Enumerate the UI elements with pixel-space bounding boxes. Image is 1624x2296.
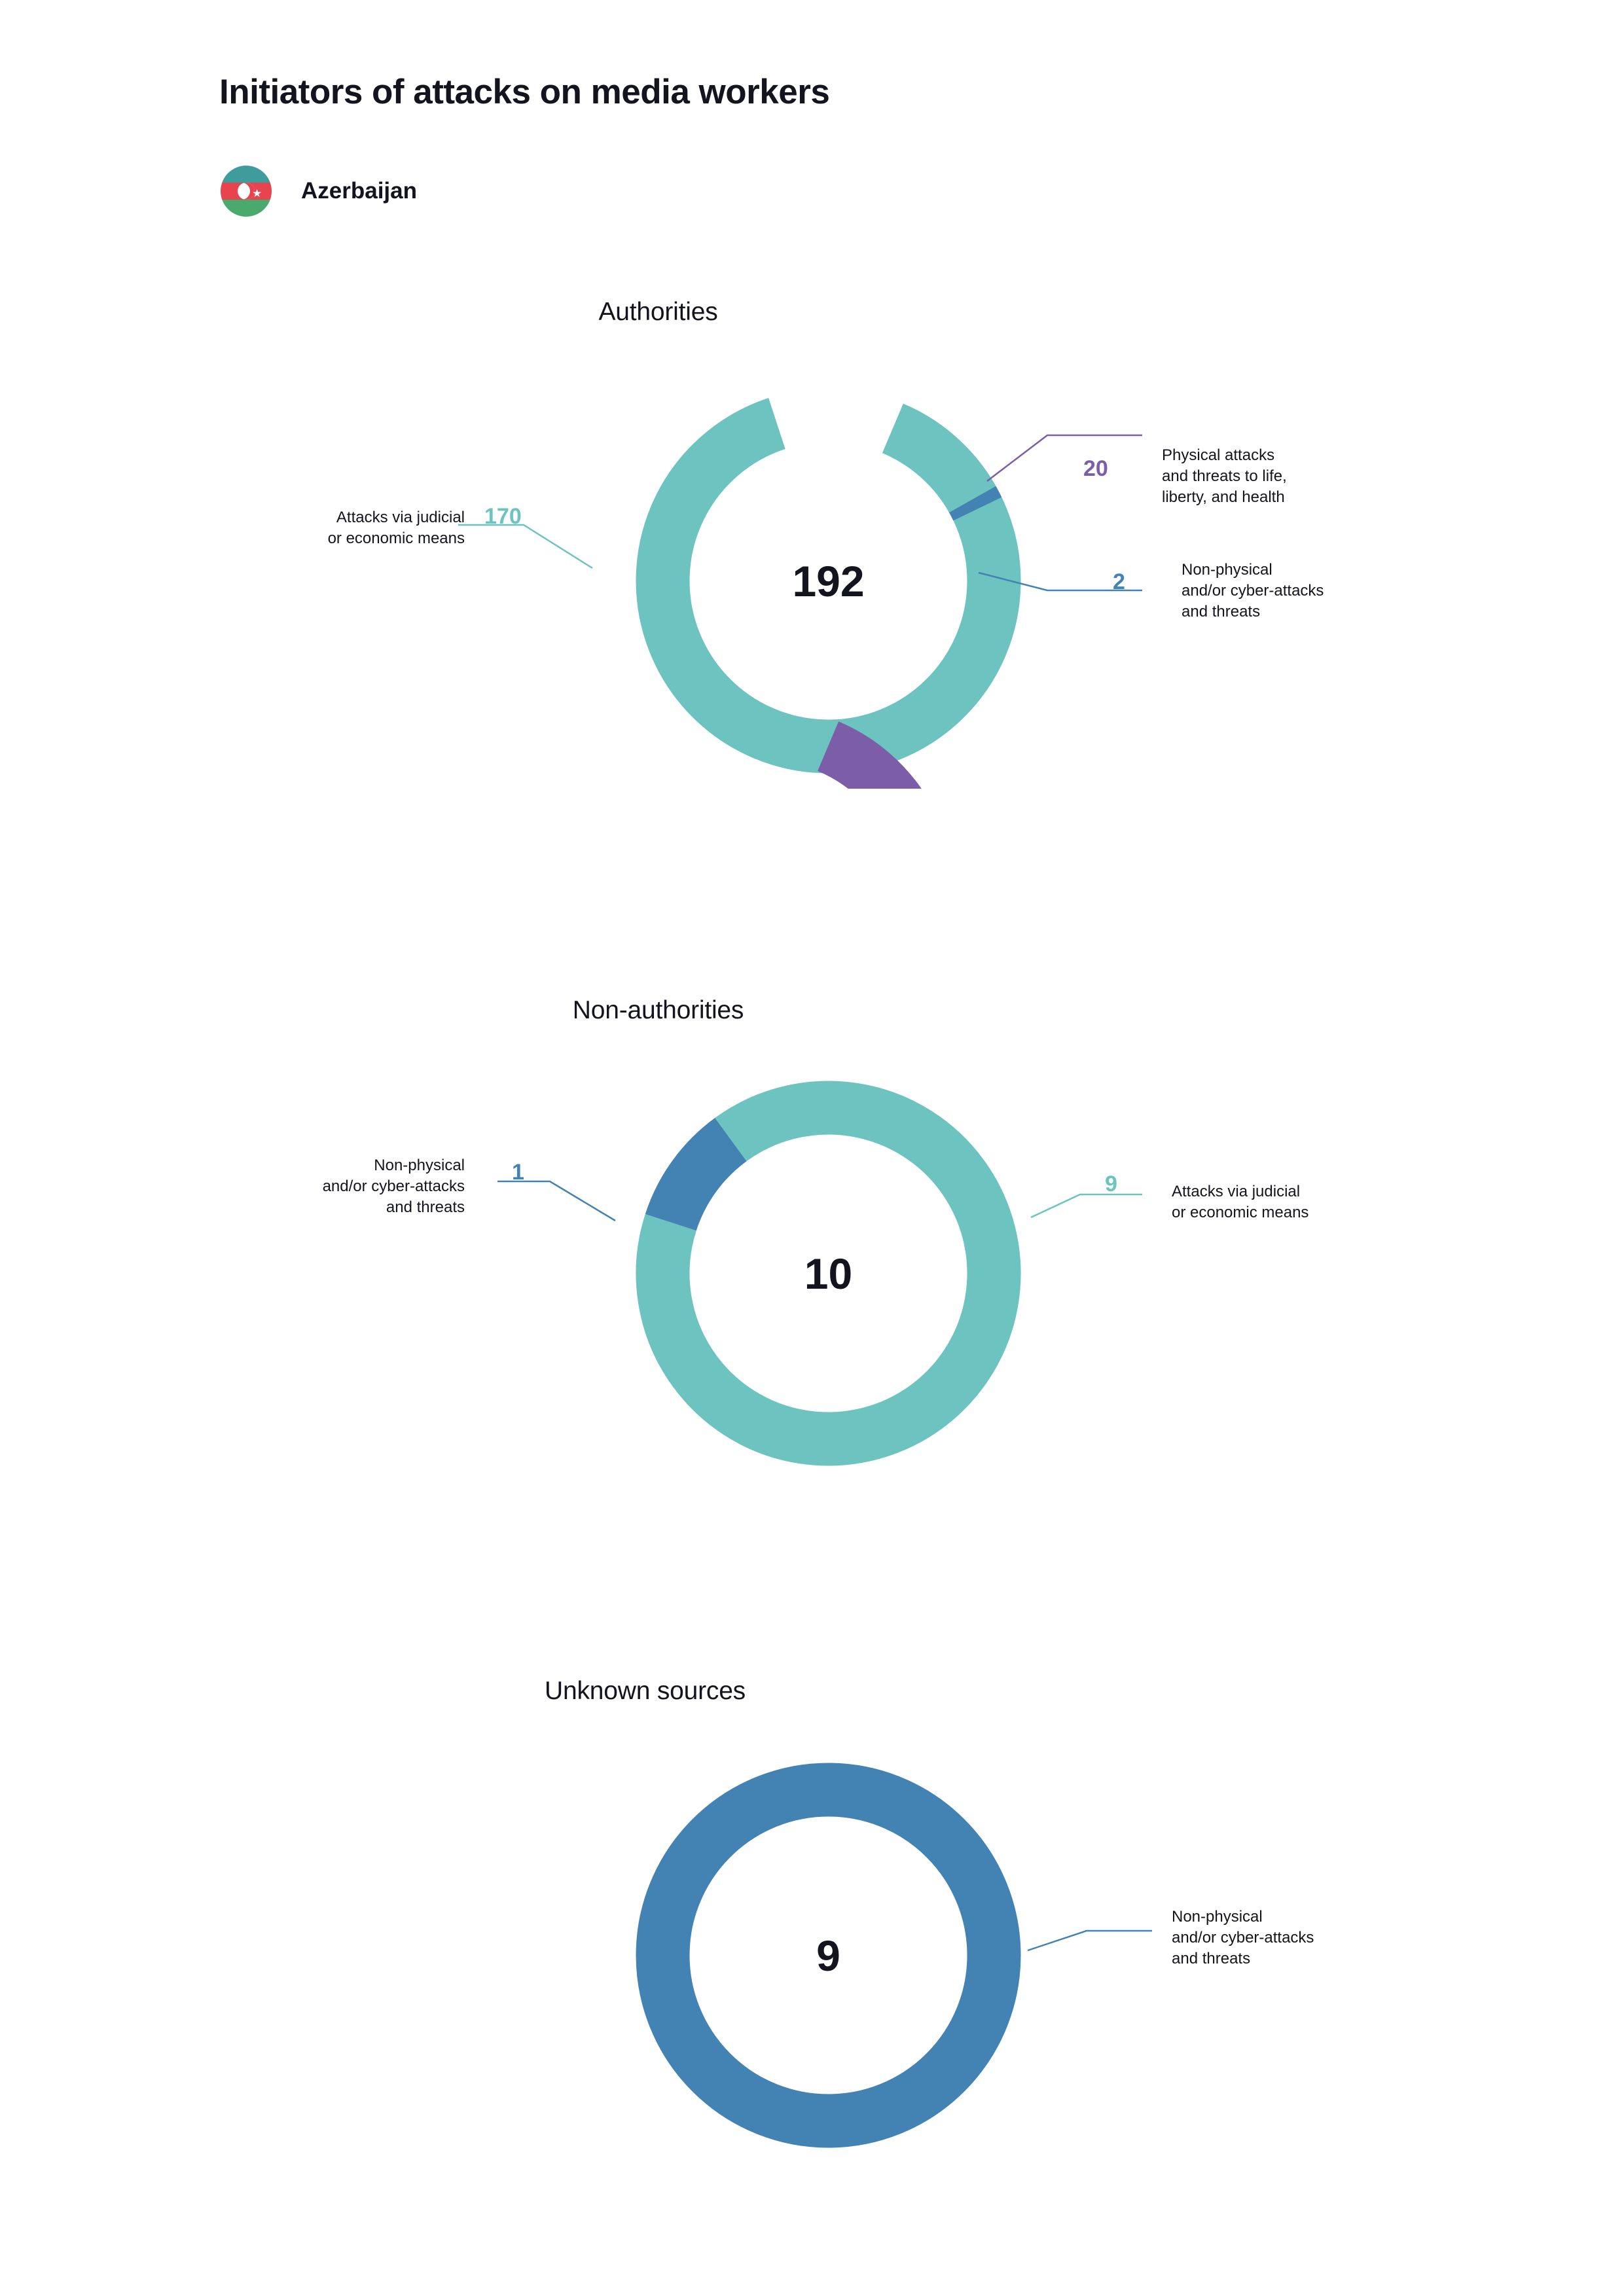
- callout-label-cyber: [170, 1155, 465, 1218]
- callout-label-judicial-line2: or economic means: [327, 529, 465, 548]
- country-name: Azerbaijan: [301, 178, 417, 204]
- callout-label-cyber-line1: Non-physical: [1172, 1908, 1263, 1926]
- leader-lines-unknown: [0, 1636, 1624, 2094]
- donut-total-unknown: 9: [816, 1931, 840, 1980]
- leader-line-cyber: [1028, 1931, 1152, 1950]
- leader-line-judicial: [458, 525, 592, 568]
- leader-line-cyber: [497, 1181, 615, 1221]
- callout-label-cyber-line3: and threats: [1182, 603, 1261, 621]
- callout-label-physical-line2: and threats to life,: [1162, 467, 1287, 486]
- callout-label-cyber-line3: and threats: [1172, 1950, 1251, 1968]
- leader-line-judicial: [1031, 1194, 1142, 1217]
- callout-label-physical-line3: liberty, and health: [1162, 488, 1285, 507]
- callout-value-judicial: 9: [1105, 1172, 1117, 1196]
- callout-label-judicial-line2: or economic means: [1172, 1204, 1309, 1222]
- callout-label-cyber: [1182, 560, 1476, 622]
- page-title: Initiators of attacks on media workers: [219, 73, 830, 111]
- callout-value-cyber: 2: [1113, 569, 1125, 594]
- star-icon: ★: [252, 187, 262, 200]
- azerbaijan-flag-icon: [221, 166, 272, 217]
- country-row: [221, 166, 417, 217]
- callout-label-cyber-line3: and threats: [386, 1198, 465, 1217]
- callout-label-cyber-line1: Non-physical: [374, 1157, 465, 1174]
- callout-label-cyber: [1172, 1907, 1466, 1969]
- chart-title-non-authorities: Non-authorities: [572, 996, 744, 1024]
- flag-band-bottom: [221, 200, 272, 217]
- callout-label-cyber-line2: and/or cyber-attacks: [322, 1177, 465, 1196]
- donut-total-non-authorities: 10: [804, 1249, 853, 1298]
- callout-label-judicial-line1: Attacks via judicial: [1172, 1183, 1301, 1200]
- chart-title-authorities: Authorities: [598, 298, 718, 326]
- donut-total-authorities: 192: [792, 556, 865, 605]
- callout-label-physical-line1: Physical attacks: [1162, 446, 1275, 464]
- callout-value-cyber: 1: [512, 1160, 524, 1185]
- callout-label-cyber-line2: and/or cyber-attacks: [1172, 1929, 1314, 1947]
- callout-label-judicial: [170, 507, 465, 549]
- callout-label-judicial: [1172, 1181, 1466, 1223]
- flag-band-top: [221, 166, 272, 183]
- leader-line-physical: [987, 435, 1142, 481]
- callout-label-judicial-line1: Attacks via judicial: [336, 509, 465, 526]
- callout-value-judicial: 170: [484, 504, 522, 529]
- callout-value-physical: 20: [1083, 456, 1108, 481]
- callout-label-physical: [1162, 445, 1456, 508]
- callout-label-cyber-line1: Non-physical: [1182, 561, 1272, 579]
- chart-title-unknown: Unknown sources: [545, 1677, 746, 1705]
- callout-label-cyber-line2: and/or cyber-attacks: [1182, 582, 1324, 600]
